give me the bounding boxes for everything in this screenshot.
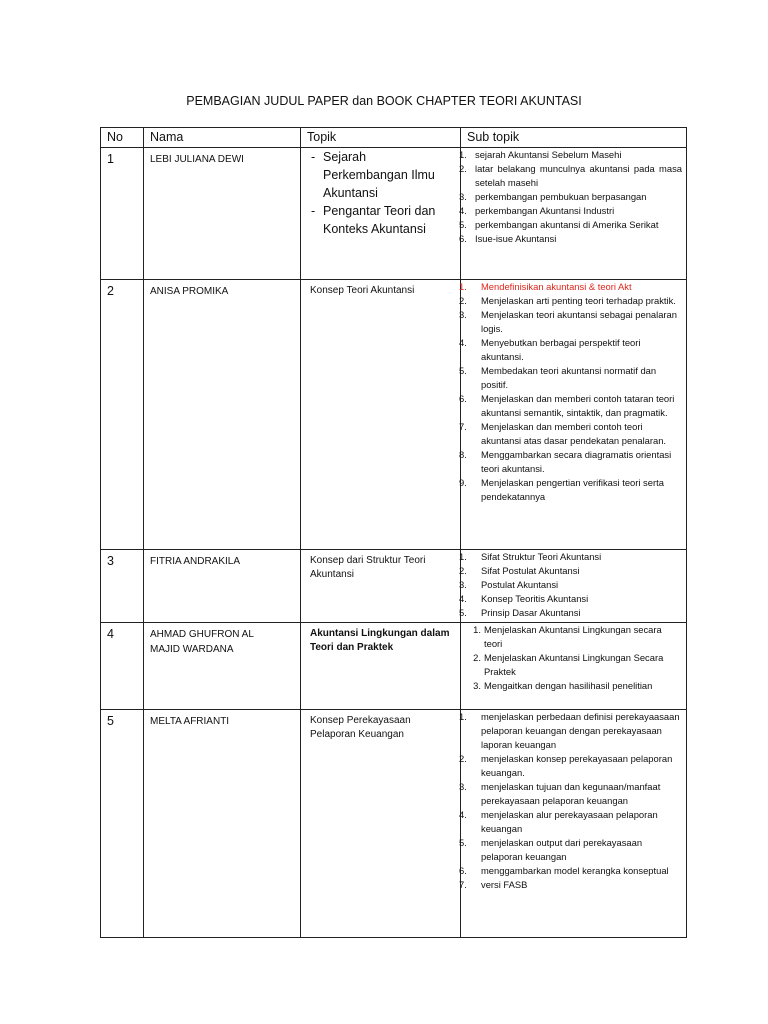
list-item: 8. Menggambarkan secara diagramatis orientasi teori akuntansi. [459, 449, 672, 474]
list-item: - Sejarah Perkembangan Ilmu Akuntansi [311, 150, 435, 200]
list-item: 5. menjelaskan output dari perekayasaan pelaporan keuangan [459, 837, 643, 862]
list-item: 6. menggambarkan model kerangka konseptual [459, 865, 669, 876]
row-nama: FITRIA ANDRAKILA [144, 550, 301, 623]
list-item: 1. Sifat Struktur Teori Akuntansi [459, 551, 602, 562]
list-item: 3. Mengaitkan dengan hasilihasil penelitian [473, 680, 653, 691]
row-topik: Akuntansi Lingkungan dalam Teori dan Praktek [301, 623, 461, 710]
list-item: 5. perkembangan akuntansi di Amerika Serikat [459, 219, 659, 230]
header-topik: Topik [301, 128, 461, 148]
row-no: 4 [101, 623, 144, 710]
row-topik: Konsep Teori Akuntansi [301, 280, 461, 550]
row-sub-topik [461, 148, 687, 280]
table-row [101, 710, 687, 938]
list-item: 3. perkembangan pembukuan berpasangan [459, 191, 647, 202]
list-item: - Pengantar Teori dan Konteks Akuntansi [311, 204, 436, 236]
row-nama: MELTA AFRIANTI [144, 710, 301, 938]
list-item: 2. Menjelaskan Akuntansi Lingkungan Secara Praktek [473, 652, 664, 677]
table-row [101, 550, 687, 623]
row-topik [301, 148, 461, 280]
row-no: 1 [101, 148, 144, 280]
table-header-row [101, 128, 687, 148]
table-row [101, 148, 687, 280]
list-item: 6. Menjelaskan dan memberi contoh tataran teori akuntansi semantik, sintaktik, dan pragmatik. [459, 393, 675, 418]
list-item: 4. Konsep Teoritis Akuntansi [459, 593, 589, 604]
list-item: 1. sejarah Akuntansi Sebelum Masehi [459, 149, 622, 160]
list-item: 2. Menjelaskan arti penting teori terhadap praktik. [459, 295, 676, 306]
document-title: PEMBAGIAN JUDUL PAPER dan BOOK CHAPTER TEORI AKUNTASI [186, 94, 582, 108]
assignment-table [100, 127, 687, 938]
list-item: 4. perkembangan Akuntansi Industri [459, 205, 615, 216]
list-item: 3. Postulat Akuntansi [459, 579, 559, 590]
list-item: 1. menjelaskan perbedaan definisi perekayaasaan pelaporan keuangan dengan perekayasaan laporan keuangan [459, 711, 680, 750]
list-item: 6. Isue-isue Akuntansi [459, 233, 557, 244]
list-item: 5. Membedakan teori akuntansi normatif dan positif. [459, 365, 657, 390]
list-item: 5. Prinsip Dasar Akuntansi [459, 607, 581, 618]
row-sub-topik [461, 280, 687, 550]
row-sub-topik [461, 710, 687, 938]
row-sub-topik [461, 623, 687, 710]
row-nama: LEBI JULIANA DEWI [144, 148, 301, 280]
row-sub-topik [461, 550, 687, 623]
list-item: 1. Menjelaskan Akuntansi Lingkungan secara teori [473, 624, 662, 649]
row-topik: Konsep dari Struktur Teori Akuntansi [301, 550, 461, 623]
row-topik: Konsep Perekayasaan Pelaporan Keuangan [301, 710, 461, 938]
list-item: 2. menjelaskan konsep perekayasaan pelaporan keuangan. [459, 753, 673, 778]
list-item: 9. Menjelaskan pengertian verifikasi teori serta pendekatannya [459, 477, 664, 502]
list-item: 4. menjelaskan alur perekayasaan pelaporan keuangan [459, 809, 658, 834]
row-nama: ANISA PROMIKA [144, 280, 301, 550]
row-no: 5 [101, 710, 144, 938]
header-nama: Nama [144, 128, 301, 148]
list-item: 3. Menjelaskan teori akuntansi sebagai penalaran logis. [459, 309, 677, 334]
header-sub-topik: Sub topik [461, 128, 687, 148]
list-item: 3. menjelaskan tujuan dan kegunaan/manfaat perekayasaan pelaporan keuangan [459, 781, 661, 806]
list-item: 7. versi FASB [459, 879, 528, 890]
header-no: No [101, 128, 144, 148]
list-item: 2. Sifat Postulat Akuntansi [459, 565, 580, 576]
list-item: 1. Mendefinisikan akuntansi & teori Akt [459, 281, 632, 292]
row-no: 3 [101, 550, 144, 623]
table-row [101, 280, 687, 550]
list-item: 4. Menyebutkan berbagai perspektif teori akuntansi. [459, 337, 641, 362]
list-item: 2. latar belakang munculnya akuntansi pada masa setelah masehi [459, 163, 682, 188]
row-nama: AHMAD GHUFRON AL MAJID WARDANA [144, 623, 301, 710]
list-item: 7. Menjelaskan dan memberi contoh teori akuntansi atas dasar pendekatan penalaran. [459, 421, 667, 446]
row-no: 2 [101, 280, 144, 550]
table-row [101, 623, 687, 710]
